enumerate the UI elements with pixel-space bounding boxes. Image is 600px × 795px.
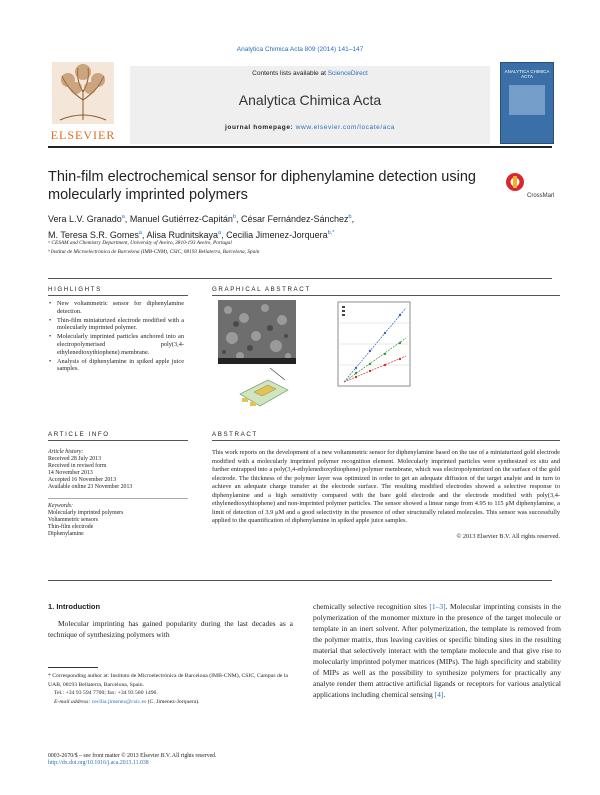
author-affiliation-marker[interactable]: b — [348, 214, 352, 220]
abstract-rule — [212, 440, 560, 441]
introduction-paragraph: Molecular imprinting has gained popularity during the last decades as a technique of synthesizing polymers with — [48, 619, 293, 639]
section-rule — [48, 278, 552, 279]
footnote-phone: Tel.: +34 93 594 7700; fax: +34 93 580 1496. — [54, 690, 158, 697]
intro-text: chemically selective recognition sites — [313, 602, 427, 611]
crossmark-label: CrossMark — [527, 193, 554, 199]
author-name[interactable]: Alisa Rudnitskaya — [146, 229, 218, 240]
article-info-heading: ARTICLE INFO — [48, 431, 110, 438]
author-name[interactable]: César Fernández-Sánchez — [240, 214, 349, 224]
elsevier-logo — [48, 60, 118, 144]
elsevier-wordmark: ELSEVIER — [50, 128, 116, 142]
email-label: E-mail address: — [54, 699, 91, 706]
author-affiliation-marker[interactable]: b,* — [327, 229, 335, 236]
highlights-list — [48, 300, 184, 374]
keywords-label: Keywords: — [48, 502, 73, 509]
article-info-rule — [48, 440, 188, 441]
abstract-heading: ABSTRACT — [212, 431, 258, 438]
cover-title: ANALYTICA CHIMICA ACTA — [504, 69, 550, 79]
journal-citation[interactable]: Analytica Chimica Acta 809 (2014) 141–147 — [236, 46, 364, 53]
footnote-rule — [48, 667, 98, 668]
author-affiliation-marker[interactable]: a — [218, 229, 222, 236]
graphical-abstract-rule — [212, 295, 560, 296]
footnote-address: * Corresponding author at: Instituto de Microelectrónica de Barcelona (IMB-CNM), CSIC, Campus de la UAB, 08193 Bellaterra, Barcelona, Spain. — [48, 673, 288, 688]
highlight-item: • Molecularly imprinted particles anchored into an electropolymerised poly(3,4-ethylenedioxythiophene) membrane. — [48, 333, 184, 356]
reference-link[interactable]: [4] — [434, 690, 444, 699]
author-affiliation-marker[interactable]: a — [138, 229, 142, 236]
corresponding-author-footnote — [48, 672, 293, 707]
introduction-heading: 1. Introduction — [48, 602, 101, 611]
email-owner: (C. Jimenez-Jorquera). — [147, 699, 200, 706]
issn-line: 0003-2670/$ – see front matter © 2013 Elsevier B.V. All rights reserved. — [48, 753, 217, 759]
author-name[interactable]: Manuel Gutiérrez-Capitán — [129, 214, 233, 224]
page-footer — [48, 753, 293, 768]
reference-link[interactable]: [1–3] — [429, 602, 446, 611]
affiliation-a: ᵃ CESAM and Chemistry Department, University of Aveiro, 3810-193 Aveiro, Portugal — [48, 240, 232, 246]
homepage-label: journal homepage: — [224, 124, 294, 131]
graphical-abstract-image — [210, 298, 430, 418]
keyword: Thin-film electrode — [48, 523, 94, 530]
author-name[interactable]: M. Teresa S.R. Gomes — [48, 229, 139, 240]
keyword: Voltammetric sensors — [48, 516, 98, 523]
crossmark-badge[interactable] — [504, 170, 554, 200]
graphical-abstract-heading: GRAPHICAL ABSTRACT — [212, 286, 311, 293]
contents-prefix: Contents lists available at — [252, 70, 326, 77]
highlight-item: • Thin-film miniaturized electrode modified with a molecularly imprinted polymer. — [48, 317, 184, 332]
keyword: Molecularly imprinted polymers — [48, 509, 124, 516]
author-name[interactable]: Cecilia Jimenez-Jorquera — [226, 229, 328, 240]
homepage-link[interactable]: www.elsevier.com/locate/aca — [295, 124, 396, 131]
intro-text: . Molecular imprinting consists in the polymerization of the monomer mixture in the presence of the target molecule or template in an inert solvent. After polymerization, the template is removed from the polymer matrix, thus leaving cavities or specific binding sites in the resulting material that selectively interact with the template molecule and that give rise to molecularly imprinted polymer matrices (MIPs). The high specificity and stability of MIPs as well as the possibility to synthesize polymers for practically any analyte render them attractive artificial ligands or receptors for various analytical applications including chemical sensing — [313, 602, 561, 699]
contents-line — [130, 70, 490, 77]
journal-homepage — [130, 124, 490, 131]
sciencedirect-link[interactable]: ScienceDirect — [327, 70, 368, 77]
header-rule — [48, 146, 552, 148]
history-entry: Received 28 July 2013 — [48, 456, 101, 463]
author-name[interactable]: Vera L.V. Granado — [48, 214, 122, 224]
keyword: Diphenylamine — [48, 530, 84, 537]
affiliation-b: ᵇ Institut de Microelectrònica de Barcelona (IMB-CNM), CSIC, 08193 Bellaterra, Barcelona, Spain — [48, 249, 260, 255]
intro-text: . — [443, 690, 446, 699]
history-entry: Received in revised form — [48, 463, 107, 470]
keywords-divider — [48, 498, 188, 499]
history-entry: Available online 23 November 2013 — [48, 484, 133, 491]
abstract-text: This work reports on the development of a new voltammetric sensor for diphenylamine based on the use of a miniaturized gold electrode modified with a molecularly imprinted polymer recognition element. Molecularly imprinted particles were synthesized ex situ and further entrapped into a poly(3,4-ethylenedioxythiophene) polymer membrane, which was electropolymerized on the surface of the gold electrode. The thickness of the polymer layer was optimized in order to get an adequate diffusion of the target analyte and in turn to achieve an adequate charge transfer at the electrode surface. The resulting modified electrodes showed a selective response to diphenylamine and a high sensitivity compared with the bare gold electrode and the electrode modified with poly(3,4-ethylenedioxythiophene) and non-imprinted polymer particles. The sensor showed a linear range from 4.95 to 115 μM diphenylamine, a limit of detection of 3.9 μM and a good selectivity in the presence of other structurally related molecules. This sensor was successfully applied to the quantification of diphenylamine in spiked apple juice samples. — [212, 449, 560, 525]
article-info — [48, 449, 188, 538]
author-affiliation-marker[interactable]: a — [121, 214, 125, 220]
article-title: Thin-film electrochemical sensor for diphenylamine detection using molecularly imprinted polymers — [48, 169, 476, 203]
journal-name: Analytica Chimica Acta — [238, 92, 382, 108]
highlight-item: • Analysis of diphenylamine in spiked apple juice samples. — [48, 358, 184, 373]
author-list: Vera L.V. Granado$^a$, Manuel Gutiérrez-Capitán$^b$, César Fernández-Sánchez$^b$, M. Teresa S.R. Gomes$^a$, Alisa Rudnitskaya$^a$, Cecilia Jimenez-Jorquera$^{b,*}$ — [48, 214, 355, 240]
highlight-item: • New voltammetric sensor for diphenylamine detection. — [48, 300, 184, 315]
email-link[interactable]: cecilia.jimenez@csic.es — [91, 699, 147, 706]
body-rule — [48, 580, 552, 581]
journal-cover-thumbnail — [500, 62, 554, 144]
highlights-heading: HIGHLIGHTS — [48, 286, 102, 293]
copyright-notice: © 2013 Elsevier B.V. All rights reserved. — [456, 533, 560, 540]
article-history-label: Article history: — [48, 449, 84, 455]
electrode-chip-diagram — [240, 380, 288, 406]
history-entry: Accepted 16 November 2013 — [48, 477, 117, 484]
introduction-continued — [313, 601, 561, 700]
doi-link[interactable]: http://dx.doi.org/10.1016/j.aca.2013.11.038 — [48, 760, 149, 767]
author-affiliation-marker[interactable]: b — [232, 214, 236, 220]
highlights-rule — [48, 295, 188, 296]
history-entry: 14 November 2013 — [48, 470, 93, 477]
